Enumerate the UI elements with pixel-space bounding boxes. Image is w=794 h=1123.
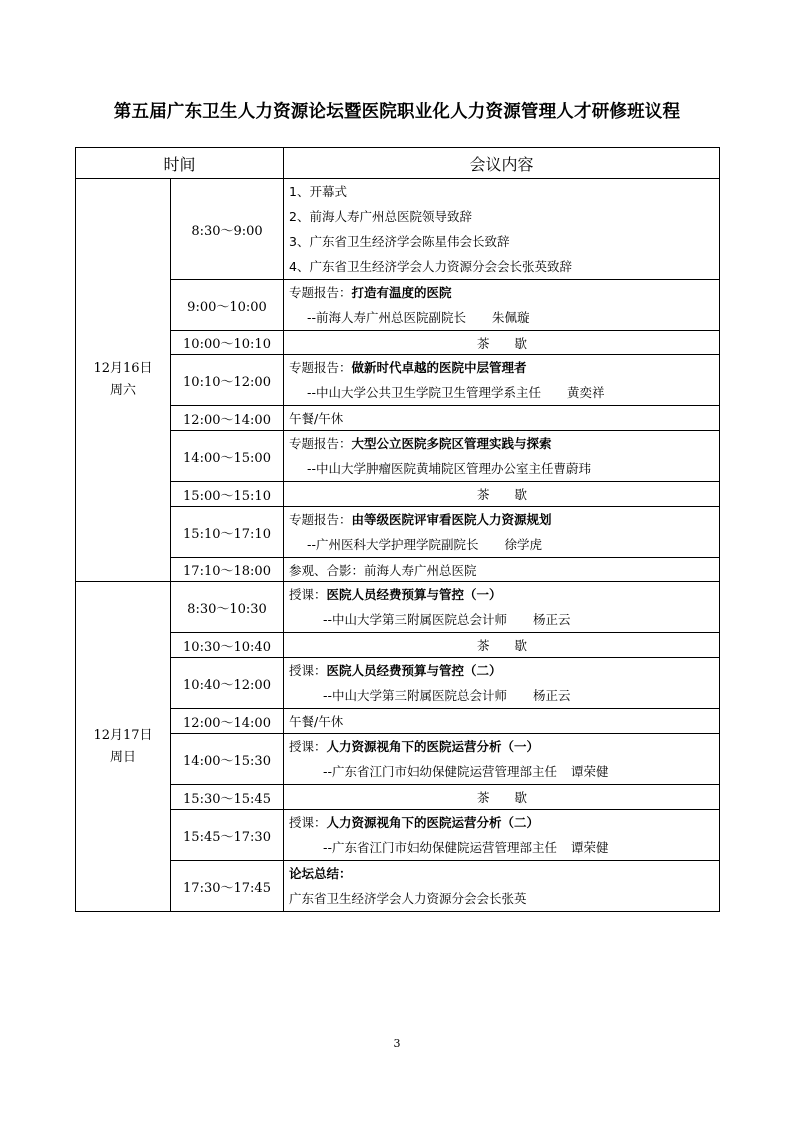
- day-date: 12月16日: [93, 361, 153, 376]
- content-cell: [284, 507, 720, 558]
- page-number: 3: [393, 1037, 401, 1050]
- topic-title: 医院人员经费预算与管控（一）: [326, 587, 502, 602]
- speaker-affiliation: --中山大学肿瘤医院黄埔院区管理办公室主任: [307, 461, 554, 476]
- time-cell: 15:30～15:45: [171, 785, 284, 810]
- topic-prefix: 授课：: [289, 815, 327, 830]
- speaker-name: 曹蔚玮: [553, 461, 592, 476]
- header-time: 时间: [76, 148, 284, 179]
- agenda-title: 第五届广东卫生人力资源论坛暨医院职业化人力资源管理人才研修班议程: [113, 102, 681, 122]
- speaker-name: 杨正云: [533, 612, 571, 627]
- speaker-affiliation: --广州医科大学护理学院副院长: [307, 537, 479, 552]
- closing-speaker: 广东省卫生经济学会人力资源分会会长张英: [289, 891, 527, 906]
- time-cell: 12:00～14:00: [171, 406, 284, 431]
- topic-prefix: 专题报告：: [289, 360, 352, 375]
- topic-prefix: 授课：: [289, 587, 327, 602]
- time-cell: 14:00～15:00: [171, 431, 284, 482]
- time-cell: 10:40～12:00: [171, 658, 284, 709]
- time-cell: 9:00～10:00: [171, 280, 284, 331]
- content-cell: [284, 280, 720, 331]
- table-row: [76, 431, 720, 482]
- topic-prefix: 授课：: [289, 739, 327, 754]
- table-row: [76, 355, 720, 406]
- speaker-affiliation: --中山大学第三附属医院总会计师: [323, 688, 508, 703]
- speaker-affiliation: --中山大学公共卫生学院卫生管理学系主任: [307, 385, 542, 400]
- table-row: [76, 861, 720, 912]
- table-row: [76, 658, 720, 709]
- table-row: [76, 582, 720, 633]
- table-row: [76, 331, 720, 355]
- day-cell-2: [76, 582, 171, 912]
- content-line: 2、前海人寿广州总医院领导致辞: [289, 209, 472, 224]
- content-cell: [284, 810, 720, 861]
- table-row: [76, 633, 720, 658]
- speaker-name: 徐学虎: [504, 537, 543, 552]
- speaker-affiliation: --中山大学第三附属医院总会计师: [323, 612, 508, 627]
- content-cell: [284, 179, 720, 280]
- topic-title: 打造有温度的医院: [351, 285, 452, 300]
- lunch-break: 午餐/午休: [284, 709, 720, 734]
- topic-prefix: 专题报告：: [289, 512, 352, 527]
- time-cell: 14:00～15:30: [171, 734, 284, 785]
- header-content: 会议内容: [284, 148, 720, 179]
- tea-break: 茶 歇: [284, 482, 720, 507]
- content-cell: [284, 355, 720, 406]
- topic-title: 做新时代卓越的医院中层管理者: [351, 360, 527, 375]
- topic-title: 医院人员经费预算与管控（二）: [326, 663, 502, 678]
- time-cell: 8:30～9:00: [171, 179, 284, 280]
- agenda-table: [75, 147, 720, 912]
- table-row: [76, 734, 720, 785]
- content-cell: [284, 431, 720, 482]
- time-cell: 12:00～14:00: [171, 709, 284, 734]
- day-weekday: 周日: [109, 749, 136, 765]
- content-line: 3、广东省卫生经济学会陈星伟会长致辞: [289, 234, 510, 249]
- time-cell: 15:00～15:10: [171, 482, 284, 507]
- visit-photo: 参观、合影：前海人寿广州总医院: [284, 558, 720, 582]
- topic-title: 人力资源视角下的医院运营分析（二）: [326, 815, 540, 830]
- day-cell-1: [76, 179, 171, 582]
- topic-title: 由等级医院评审看医院人力资源规划: [351, 512, 552, 527]
- table-row: [76, 810, 720, 861]
- time-cell: 17:30～17:45: [171, 861, 284, 912]
- content-cell: [284, 658, 720, 709]
- tea-break: 茶 歇: [284, 785, 720, 810]
- content-line: 1、开幕式: [289, 184, 347, 199]
- time-cell: 10:30～10:40: [171, 633, 284, 658]
- table-row: [76, 280, 720, 331]
- speaker-name: 谭荣健: [571, 764, 609, 779]
- speaker-name: 朱佩璇: [492, 310, 530, 325]
- topic-title: 人力资源视角下的医院运营分析（一）: [326, 739, 540, 754]
- closing-heading: 论坛总结：: [289, 866, 352, 881]
- table-row: [76, 558, 720, 582]
- topic-prefix: 授课：: [289, 663, 327, 678]
- time-cell: 15:10～17:10: [171, 507, 284, 558]
- content-cell: [284, 861, 720, 912]
- topic-title: 大型公立医院多院区管理实践与探索: [351, 436, 552, 451]
- speaker-affiliation: --广东省江门市妇幼保健院运营管理部主任: [323, 840, 558, 855]
- time-cell: 17:10～18:00: [171, 558, 284, 582]
- tea-break: 茶 歇: [284, 633, 720, 658]
- speaker-name: 谭荣健: [571, 840, 609, 855]
- table-row: [76, 507, 720, 558]
- tea-break: 茶 歇: [284, 331, 720, 355]
- speaker-name: 黄奕祥: [567, 385, 605, 400]
- topic-prefix: 专题报告：: [289, 436, 352, 451]
- lunch-break: 午餐/午休: [284, 406, 720, 431]
- day-date: 12月17日: [93, 727, 153, 743]
- day-weekday: 周六: [109, 383, 136, 398]
- time-cell: 15:45～17:30: [171, 810, 284, 861]
- table-row: [76, 709, 720, 734]
- time-cell: 8:30～10:30: [171, 582, 284, 633]
- content-cell: [284, 734, 720, 785]
- table-row: [76, 406, 720, 431]
- speaker-affiliation: --广东省江门市妇幼保健院运营管理部主任: [323, 764, 558, 779]
- table-header-row: [76, 148, 720, 179]
- time-cell: 10:10～12:00: [171, 355, 284, 406]
- content-cell: [284, 582, 720, 633]
- speaker-affiliation: --前海人寿广州总医院副院长: [307, 310, 467, 325]
- table-row: [76, 179, 720, 280]
- speaker-name: 杨正云: [533, 688, 571, 703]
- table-row: [76, 482, 720, 507]
- content-line: 4、广东省卫生经济学会人力资源分会会长张英致辞: [289, 259, 572, 274]
- topic-prefix: 专题报告：: [289, 285, 352, 300]
- table-row: [76, 785, 720, 810]
- time-cell: 10:00～10:10: [171, 331, 284, 355]
